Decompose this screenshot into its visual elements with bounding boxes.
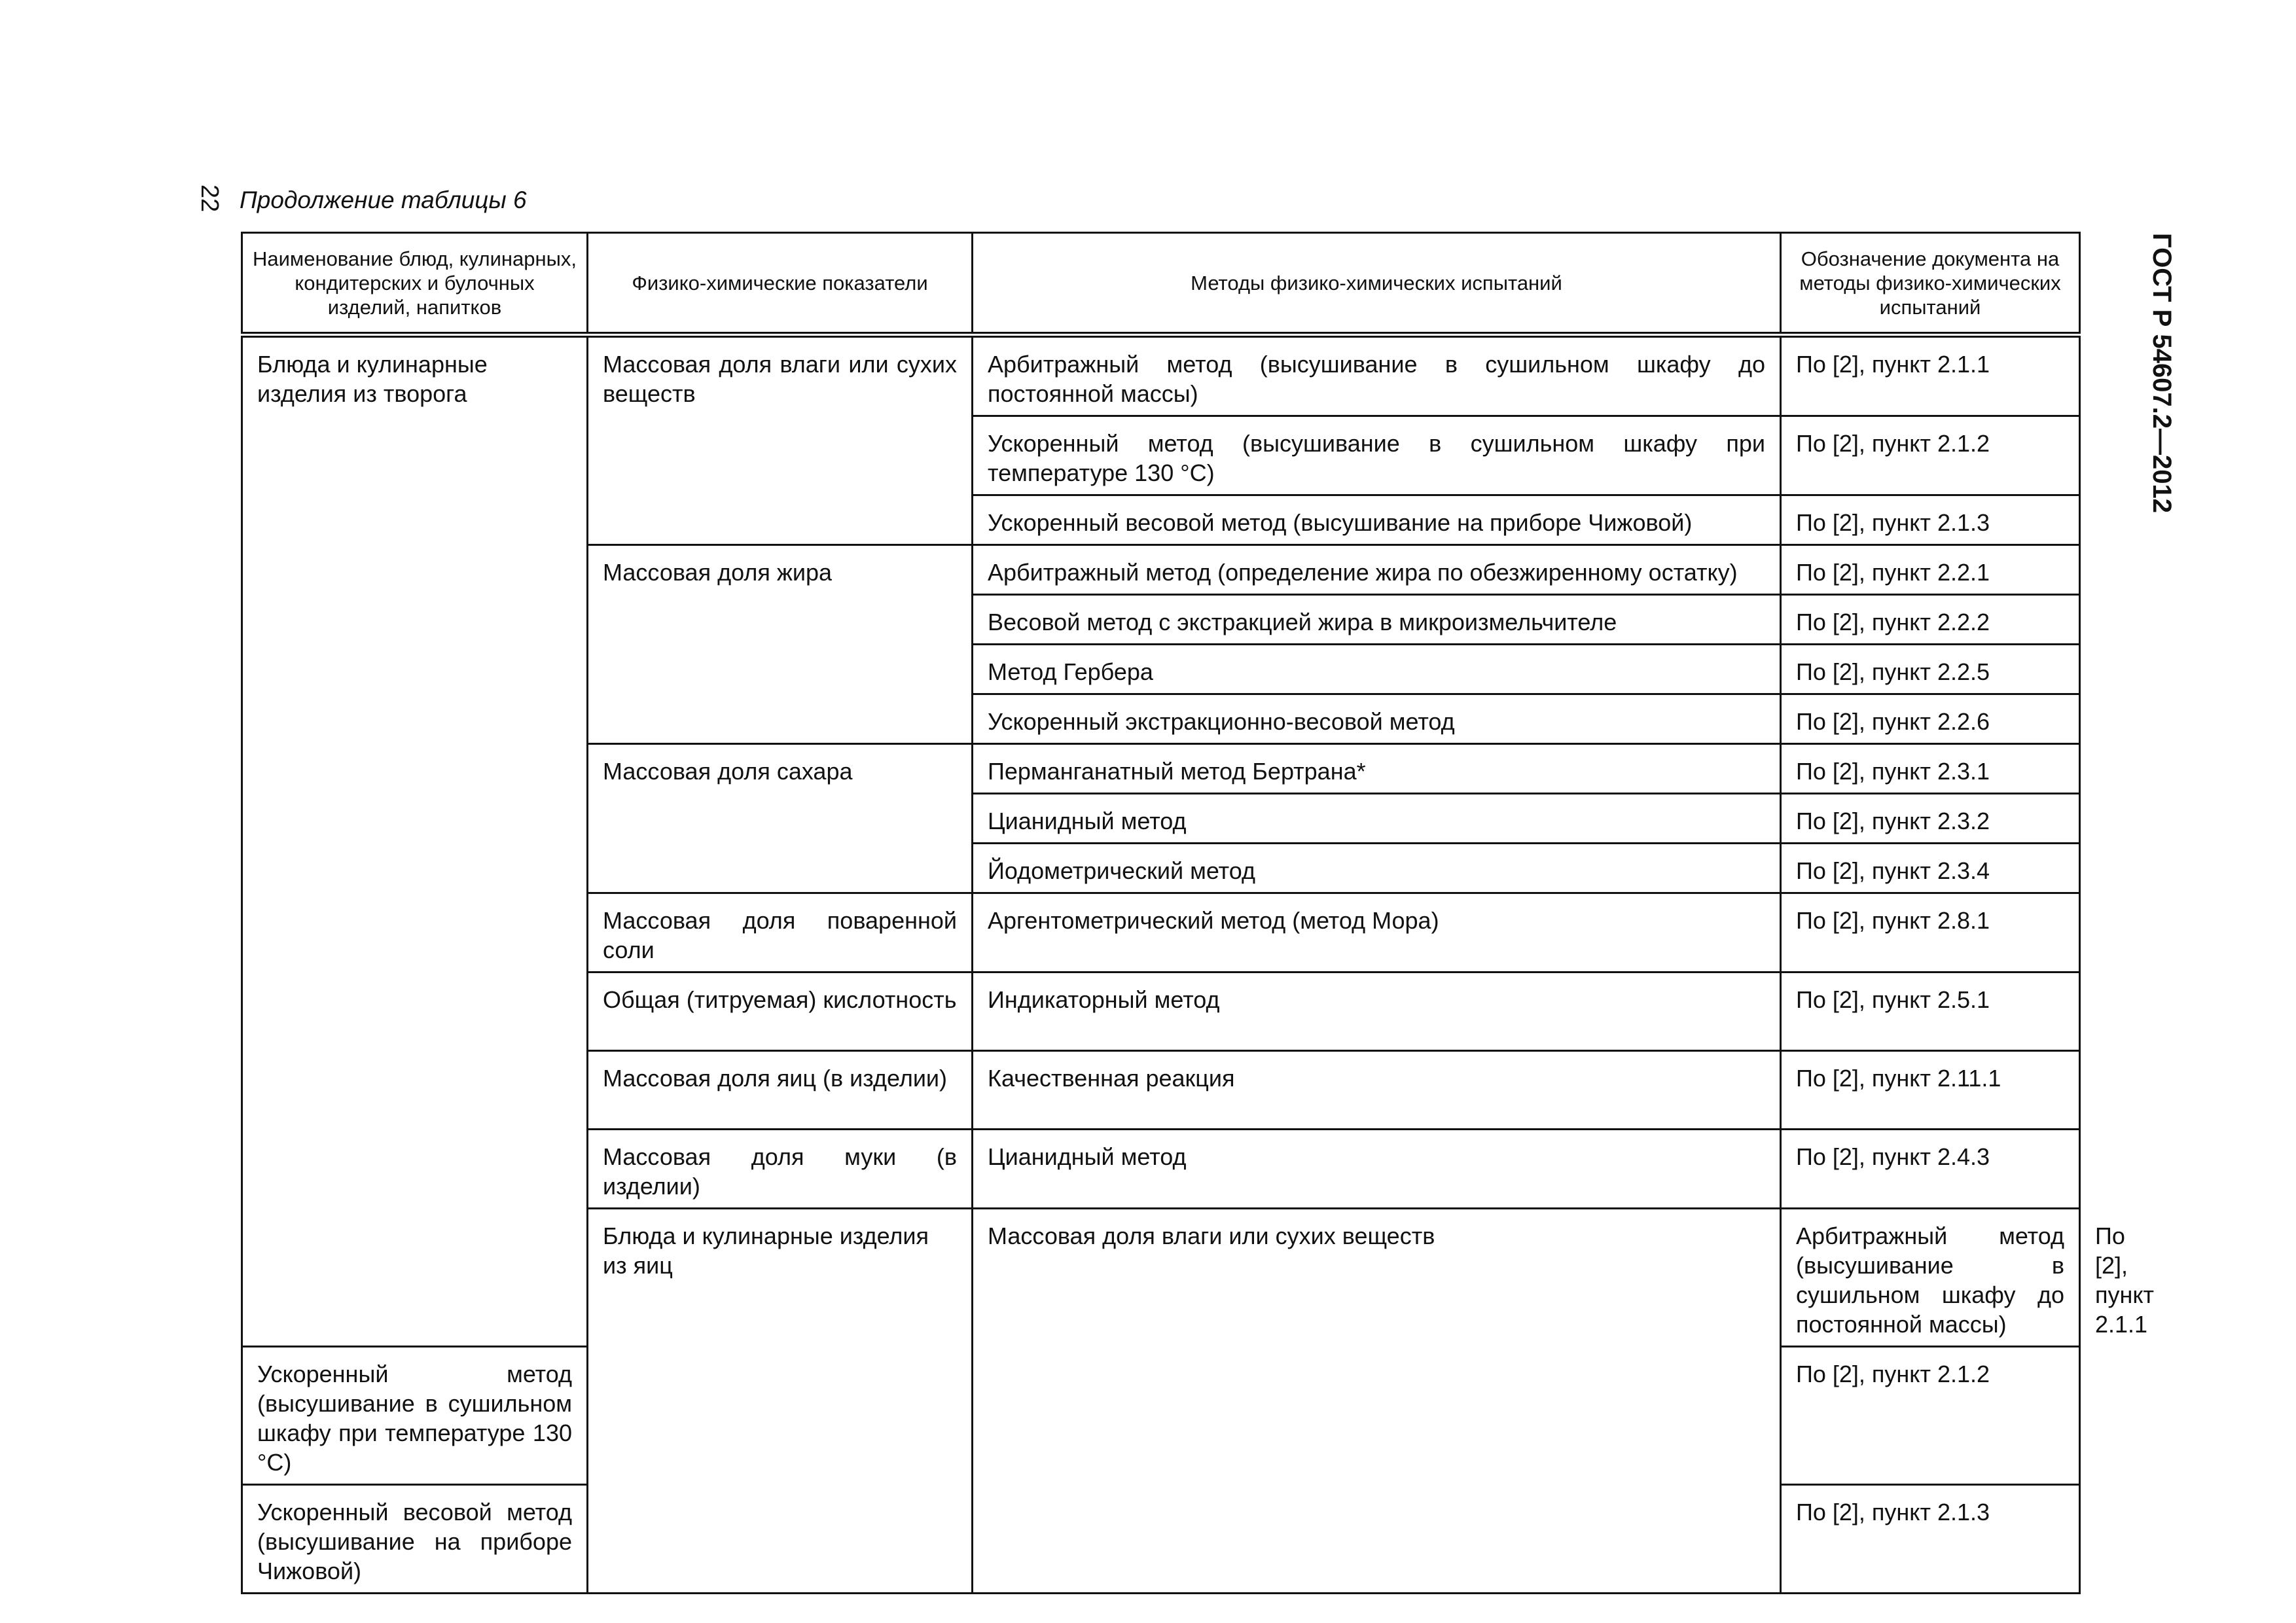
indicator-cell: Массовая доля яиц (в изделии)	[588, 1051, 973, 1130]
method-cell: Ускоренный метод (высушивание в сушильном шкафу при температуре 130 °С)	[242, 1347, 588, 1485]
indicator-cell: Массовая доля муки (в изделии)	[588, 1130, 973, 1209]
table-row: Блюда и кулинарные изделия из яиц Массовая доля влаги или сухих веществ Арбитражный метод (высушивание в сушильном шкафу до постоянной массы) По [2], пункт 2.1.1	[242, 1209, 2080, 1347]
document-cell: По [2], пункт 2.3.4	[1781, 844, 2080, 893]
document-cell: По [2], пункт 2.3.1	[1781, 744, 2080, 794]
header-indicator: Физико-химические показатели	[588, 233, 973, 335]
header-object: Наименование блюд, кулинарных, кондитерских и булочных изделий, напитков	[242, 233, 588, 335]
method-cell: Индикаторный метод	[973, 972, 1781, 1051]
method-cell: Весовой метод с экстракцией жира в микроизмельчителе	[973, 595, 1781, 645]
document-cell: По [2], пункт 2.2.2	[1781, 595, 2080, 645]
indicator-cell: Массовая доля жира	[588, 545, 973, 744]
method-cell: Ускоренный весовой метод (высушивание на приборе Чижовой)	[242, 1485, 588, 1594]
document-cell: По [2], пункт 2.2.5	[1781, 645, 2080, 694]
method-cell: Йодометрический метод	[973, 844, 1781, 893]
method-cell: Ускоренный метод (высушивание в сушильном шкафу при температуре 130 °С)	[973, 416, 1781, 495]
method-cell: Цианидный метод	[973, 794, 1781, 844]
document-cell: По [2], пункт 2.3.2	[1781, 794, 2080, 844]
document-cell: По [2], пункт 2.4.3	[1781, 1130, 2080, 1209]
method-cell: Арбитражный метод (высушивание в сушильном шкафу до постоянной массы)	[973, 335, 1781, 416]
method-cell: Ускоренный экстракционно-весовой метод	[973, 694, 1781, 744]
indicator-cell: Массовая доля влаги или сухих веществ	[588, 335, 973, 545]
method-cell: Арбитражный метод (высушивание в сушильном шкафу до постоянной массы)	[1781, 1209, 2080, 1347]
table-header-row	[242, 233, 2080, 335]
method-cell: Качественная реакция	[973, 1051, 1781, 1130]
method-cell: Арбитражный метод (определение жира по обезжиренному остатку)	[973, 545, 1781, 595]
document-cell: По [2], пункт 2.2.6	[1781, 694, 2080, 744]
header-method: Методы физико-химических испытаний	[973, 233, 1781, 335]
method-cell: Цианидный метод	[973, 1130, 1781, 1209]
document-cell: По [2], пункт 2.1.1	[1781, 335, 2080, 416]
header-document: Обозначение документа на методы физико-химических испытаний	[1781, 233, 2080, 335]
object-cell: Блюда и кулинарные изделия из яиц	[588, 1209, 973, 1594]
method-cell: Перманганатный метод Бертрана*	[973, 744, 1781, 794]
method-cell: Ускоренный весовой метод (высушивание на приборе Чижовой)	[973, 495, 1781, 545]
document-cell: По [2], пункт 2.1.3	[1781, 1485, 2080, 1594]
methods-table	[241, 232, 2155, 1594]
table-row	[242, 335, 2080, 416]
indicator-cell: Общая (титруемая) кислотность	[588, 972, 973, 1051]
document-cell: По [2], пункт 2.11.1	[1781, 1051, 2080, 1130]
method-cell: Метод Гербера	[973, 645, 1781, 694]
document-cell: По [2], пункт 2.1.2	[1781, 1347, 2080, 1485]
page-number: 22	[196, 184, 223, 213]
document-cell: По [2], пункт 2.1.3	[1781, 495, 2080, 545]
method-cell: Аргентометрический метод (метод Мора)	[973, 893, 1781, 972]
object-cell: Блюда и кулинарные изделия из творога	[242, 335, 588, 1347]
document-cell: По [2], пункт 2.2.1	[1781, 545, 2080, 595]
indicator-cell: Массовая доля поваренной соли	[588, 893, 973, 972]
table-caption: Продолжение таблицы 6	[240, 187, 527, 213]
document-cell: По [2], пункт 2.8.1	[1781, 893, 2080, 972]
document-cell: По [2], пункт 2.5.1	[1781, 972, 2080, 1051]
indicator-cell: Массовая доля сахара	[588, 744, 973, 893]
document-cell: По [2], пункт 2.1.2	[1781, 416, 2080, 495]
document-title: ГОСТ Р 54607.2—2012	[2147, 232, 2176, 514]
indicator-cell: Массовая доля влаги или сухих веществ	[973, 1209, 1781, 1594]
